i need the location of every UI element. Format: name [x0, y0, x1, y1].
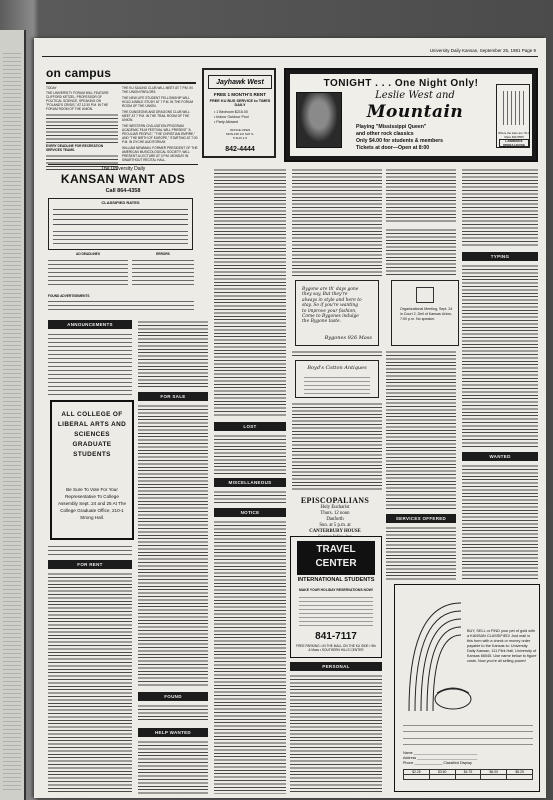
jayhawk-logo: Jayhawk West: [208, 75, 272, 89]
jayhawk-phone: 842-4444: [225, 146, 255, 153]
previous-page-edge: [0, 30, 26, 800]
venue-text: Where the stars are 7th & Mass 842-5555: [498, 131, 530, 139]
act-name-1: Leslie West and: [375, 90, 455, 101]
ad-deadlines: AD DEADLINES: [48, 252, 128, 290]
on-campus-rule: [46, 82, 196, 84]
jayhawk-west-ad: [202, 68, 276, 158]
newspaper-page: [34, 38, 546, 798]
listing-text: [292, 168, 382, 276]
free-bus-line: FREE KU BUS SERVICE to TIMES DAILY: [209, 99, 271, 108]
wanted-header: WANTED: [462, 452, 538, 461]
classified-order-form: BUY, SELL or FIND your pet of gold with a KANSAN CLASSIFIED! Just mail in this form with a check or money order payable to the Kansas to: University Daily Kansan, 111 Flint Hall, University of Kansas 66045. Use name below to figure costs. Now you're all selling power! Name ________________________________ Address ______________________________ Phone ______________ Classified Display $2.25 $3.50 $4.75 $6.00 $8.25: [394, 584, 540, 792]
announcements-header: ANNOUNCEMENTS: [48, 320, 132, 329]
listing-text: [292, 350, 382, 358]
concert-line-3: Only $4.00 for students & members: [356, 138, 444, 144]
form-fields: Name ________________________________ Address ______________________________ Phone ______________ Classified Display: [403, 751, 478, 765]
classified-rates-table: CLASSIFIED RATES: [48, 198, 193, 250]
office-hours: OFFICE OPEN MON-FRI 9-6 SAT 9-5 SUN 1-5: [226, 128, 254, 140]
on-campus-col2: THE KU SAILING CLUB WILL MEET AT 7 P.M. IN THE UNION PARLORS. THE NEW LIFE STUDENT FELLOWSHIP WILL HOLD A BIBLE STUDY AT 7 P.M. IN THE FORUM ROOM OF THE UNION. THE DUNGEONS AND DRAGONS CLUB WILL MEET AT 7 P.M. IN THE TRAIL ROOM OF THE UNION. THE WESTERN CIVILIZATION PROGRAM ACADEMIC FILM FESTIVAL WILL PRESENT "A PECULIAR PEOPLE," "THE CHRISTIAN EMPIRE," AND "THE BIRTH OF EUROPE," STARTING AT 7:30 P.M. IN DYCHE AUDITORIUM. WILLIAM NEWMAN, FORMER PRESIDENT OF THE AMERICAN MUSICOLOGICAL SOCIETY, WILL PRESENT A LECTURE AT 3 P.M. MONDAY IN SWARTHOUT RECITAL HALL.: [122, 86, 198, 162]
listing-text: [138, 320, 208, 388]
free-rent-line: FREE 1 MONTH'S RENT: [213, 92, 267, 97]
venue-logo: LAWRENCE OPERA HOUSE: [499, 139, 529, 147]
notice-header: NOTICE: [214, 508, 286, 517]
for-sale-listings: [138, 404, 208, 688]
act-name-2: Mountain: [366, 102, 464, 122]
concert-headline: TONIGHT . . . One Night Only!: [323, 78, 479, 89]
listing-text: [292, 402, 382, 492]
want-ads-masthead: The University Daily KANSAN WANT ADS Call 864-4358: [60, 166, 186, 194]
concert-line-1: Playing "Mississippi Queen": [356, 124, 427, 130]
for-sale-header: FOR SALE: [138, 392, 208, 401]
help-wanted-listings: [138, 740, 208, 794]
typing-listings: [462, 264, 538, 448]
services-listings: [386, 526, 456, 580]
services-offered-header: SERVICES OFFERED: [386, 514, 456, 523]
help-wanted-header: HELP WANTED: [138, 728, 208, 737]
personal-header: PERSONAL: [290, 662, 382, 671]
masthead-rule: [48, 164, 198, 165]
concert-line-4: Tickets at door—Open at 8:00: [356, 145, 430, 151]
concert-line-2: and other rock classics: [356, 131, 414, 137]
found-advertisements: FOUND ADVERTISEMENTS: [48, 294, 194, 311]
article-text-block: [386, 168, 456, 224]
mountain-concert-ad: [284, 68, 538, 162]
jayhawk-features: • 1 Bedroom $215.00 • Indoor Outdoor Pool • Party Allowed: [214, 110, 249, 124]
article-text-block: [462, 168, 538, 248]
episcopalians-ad: EPISCOPALIANS Holy Eucharist Thurs. 12 noon Danforth Sun. at 5 p.m. at CANTERBURY HOUSE: [300, 496, 370, 534]
found-header: FOUND: [138, 692, 208, 701]
listing-text: [386, 228, 456, 276]
for-rent-listings: [48, 572, 132, 794]
listing-text: [214, 168, 286, 418]
text-block: [48, 544, 132, 556]
running-head: University Daily Kansan, September 25, 1981 Page 9: [429, 48, 536, 53]
notice-listings: [214, 520, 286, 794]
lost-header: LOST: [214, 422, 286, 431]
listing-text: [386, 350, 456, 510]
found-listings: [138, 704, 208, 722]
opera-house-logo-box: [496, 84, 530, 148]
band-photo: [296, 92, 342, 148]
travel-center-ad: TRAVEL CENTER INTERNATIONAL STUDENTS MAKE YOUR HOLIDAY RESERVATIONS NOW! 841-7117 FREE PARKING • IN THE MALL ON THE KU SIDE • 9th & Mass • SOUTHERN HILLS CENTER: [290, 536, 382, 658]
on-campus-col1: TODAY THE UNIVERSITY FORUM WILL FEATURE CLIFFORD KETZEL, PROFESSOR OF POLITICAL SCIENCE, SPEAKING ON "POLAND'S CRISIS," AT 12:30 P.M. IN THE FORUM ROOM OF THE UNION. EVERY DEADLINE FOR RECREATION SERVICES TEAMS.: [46, 86, 118, 172]
personal-listings: [290, 674, 382, 794]
college-assembly-ad: ALL COLLEGE OF LIBERAL ARTS AND SCIENCES GRADUATE STUDENTS Be Sure To Vote For Your Representative To College Assembly Sept. 24 and 25 At The College Graduate Office, 210-1 Strong Hall.: [50, 400, 134, 540]
announcements-text: [48, 332, 132, 396]
classified-rate-grid: $2.25 $3.50 $4.75 $6.00 $8.25: [403, 769, 533, 780]
for-rent-header: FOR RENT: [48, 560, 132, 569]
boyds-antiques-ad: Boyd's Cotton Antiques: [295, 360, 379, 398]
on-campus-title: on campus: [46, 66, 112, 80]
wanted-listings: [462, 464, 538, 580]
bygones-ad: Bygone are th' days gone they say, But they're always in style and here to stay. So if you're wanting to improve your fashion, Come to Bygones indulge the Bygone taste. Bygones 926 Mass: [295, 280, 379, 346]
miscellaneous-header: MISCELLANEOUS: [214, 478, 286, 487]
organizational-meeting-ad: Organizational Meeting, Sept. 24 in Court 2, Dell of Kansas Union, 7:00 p.m. No speaker.: [391, 280, 459, 346]
typing-header: TYPING: [462, 252, 538, 261]
header-rule: [42, 56, 538, 57]
miscellaneous-listings: [214, 490, 286, 504]
lost-listings: [214, 434, 286, 474]
travel-phone: 841-7117: [315, 631, 357, 642]
travel-center-logo: TRAVEL CENTER: [297, 541, 375, 575]
errors-notice: ERRORS: [132, 252, 194, 290]
